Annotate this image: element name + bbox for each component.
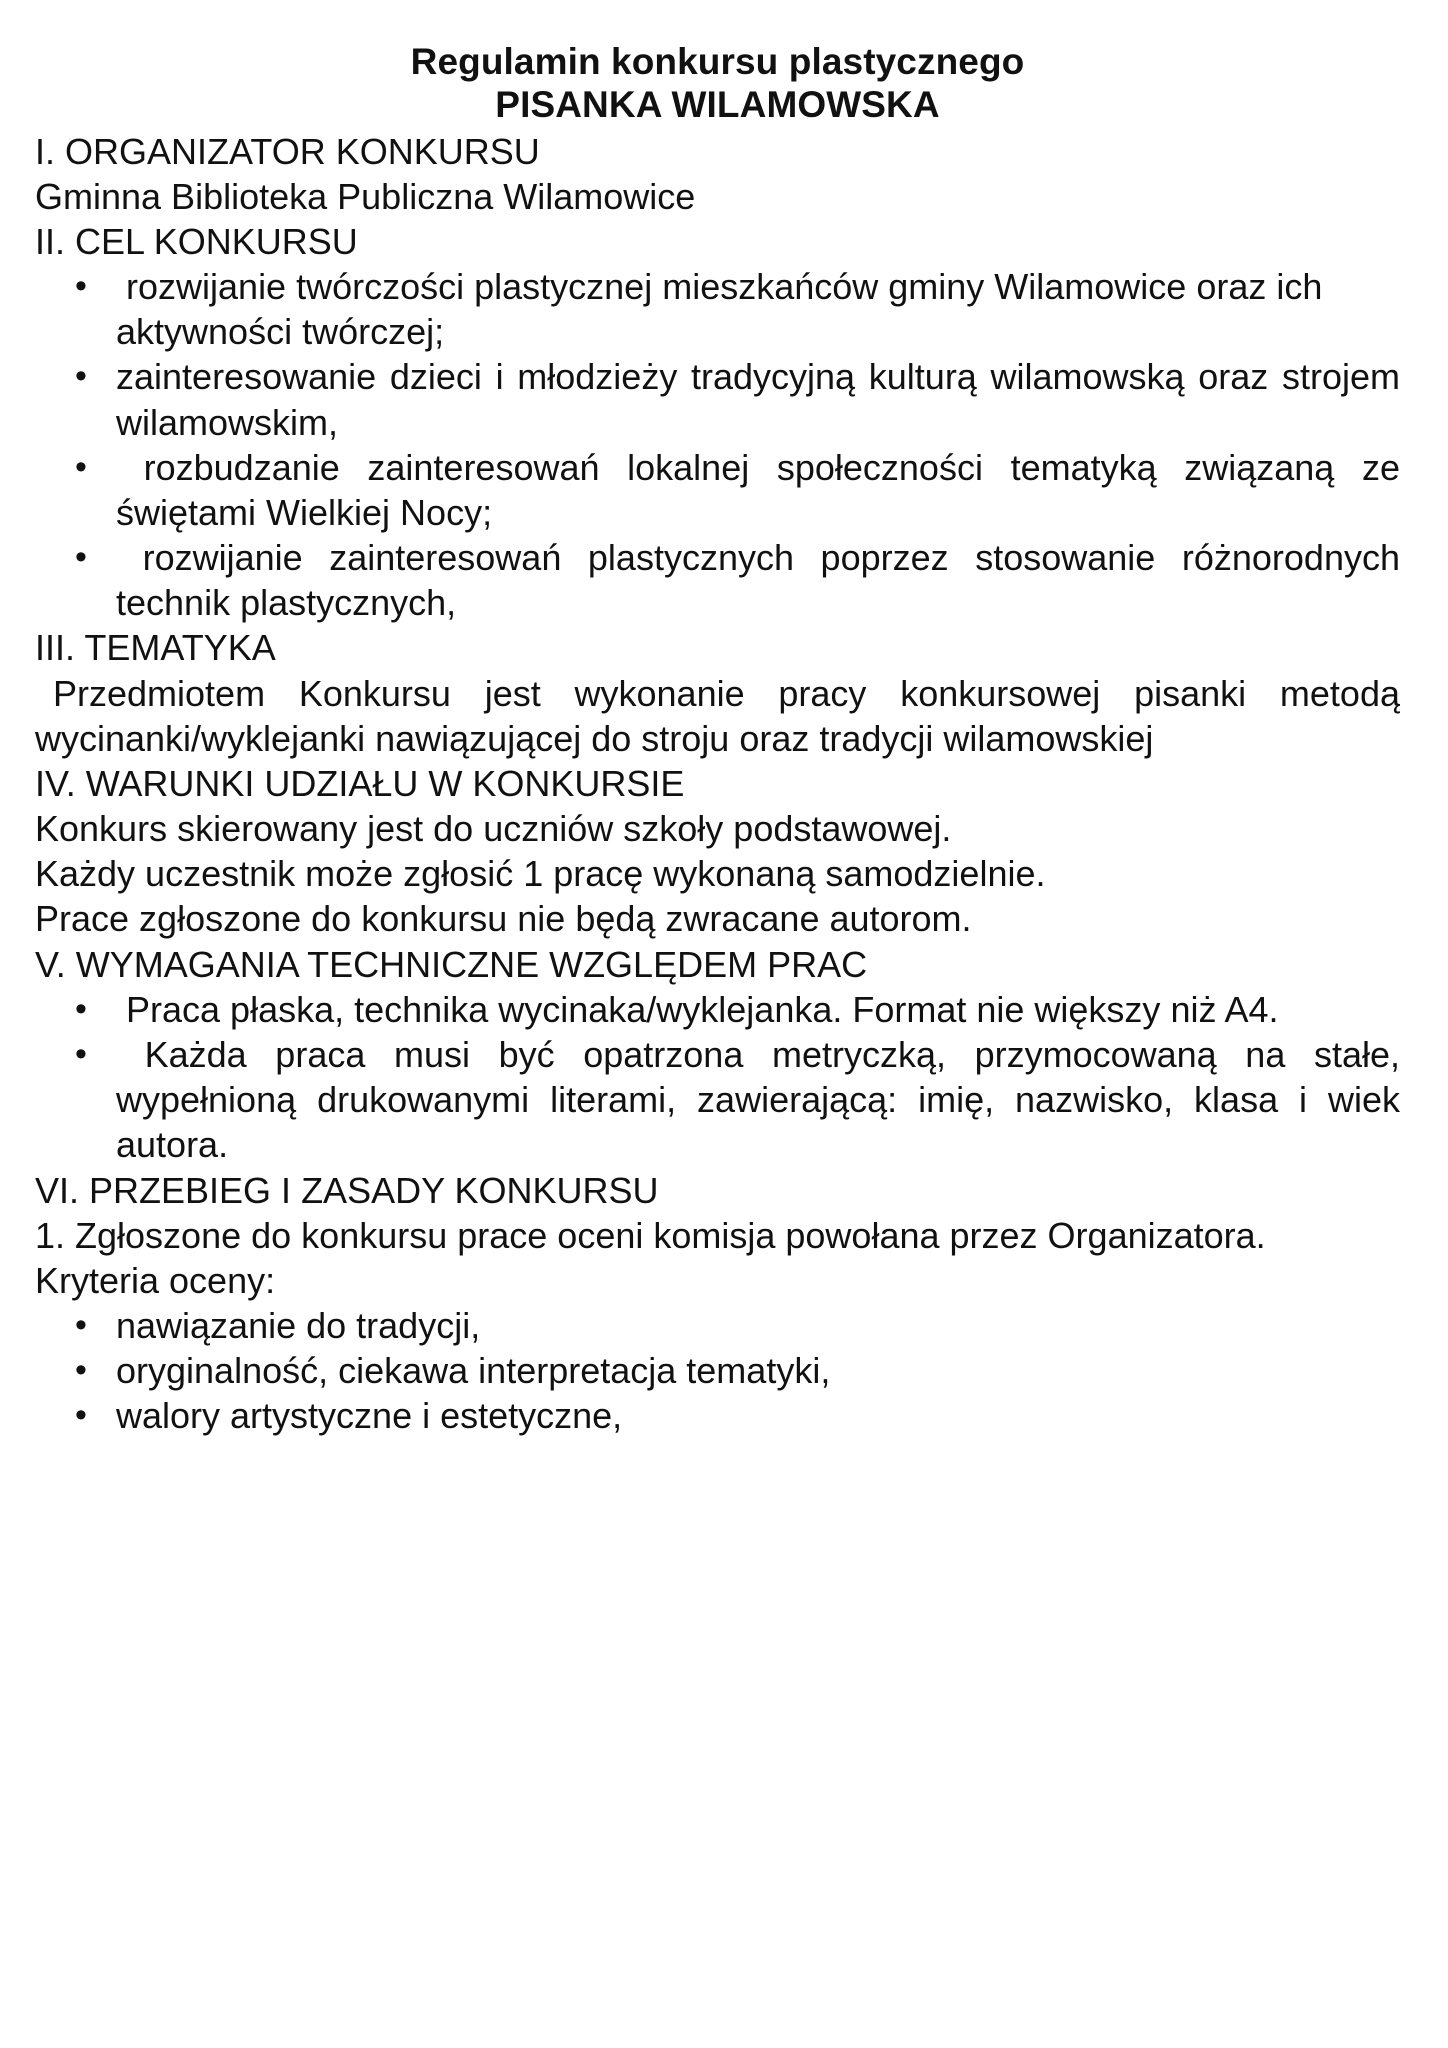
list-item [35,1032,1400,1168]
list-item-label: • rozbudzanie zainteresowań lokalnej społeczności tematyką związaną ze świętami Wielkiej Nocy; [116,446,1400,533]
section-heading-przebieg: VI. PRZEBIEG I ZASADY KONKURSU [35,1169,659,1211]
warunki-paragraph: Konkurs skierowany jest do uczniów szkoły podstawowej. [35,808,952,850]
section-heading-cel: II. CEL KONKURSU [35,220,358,262]
cel-bullet-list [35,264,1400,625]
list-item-label: • Praca płaska, technika wycinaka/wyklejanka. Format nie większy niż A4. [126,988,1279,1030]
list-item-label: • zainteresowanie dzieci i młodzieży tradycyjną kulturą wilamowską oraz strojem wilamowskim, [116,356,1400,443]
list-item [35,445,1400,535]
tematyka-body: Przedmiotem Konkursu jest wykonanie pracy konkursowej pisanki metodą wycinanki/wyklejanki nawiązującej do stroju oraz tradycji wilamowskiej [35,672,1400,759]
list-item-label: • rozwijanie twórczości plastycznej mieszkańców gminy Wilamowice oraz ich aktywności twórczej; [116,266,1323,353]
section-heading-organizator: I. ORGANIZATOR KONKURSU [35,130,540,172]
list-item [35,1393,1400,1438]
list-item [35,987,1400,1032]
wymagania-bullet-list [35,987,1400,1168]
list-item [35,1348,1400,1393]
list-item [35,264,1400,354]
document-subtitle: PISANKA WILAMOWSKA [495,84,940,126]
list-item-label: • Każda praca musi być opatrzona metryczką, przymocowaną na stałe, wypełnioną drukowanymi literami, zawierającą: imię, nazwisko, klasa i wiek autora. [116,1034,1400,1166]
section-heading-tematyka: III. TEMATYKA [35,627,276,669]
section-heading-wymagania: V. WYMAGANIA TECHNICZNE WZGLĘDEM PRAC [35,943,868,985]
warunki-paragraph: Każdy uczestnik może zgłosić 1 pracę wykonaną samodzielnie. [35,853,1046,895]
warunki-paragraph: Prace zgłoszone do konkursu nie będą zwracane autorom. [35,898,972,940]
list-item-label: • nawiązanie do tradycji, [116,1305,481,1347]
list-item [35,354,1400,444]
kryteria-bullet-list [35,1303,1400,1439]
list-item-label: • walory artystyczne i estetyczne, [116,1395,623,1437]
list-item-label: • oryginalność, ciekawa interpretacja tematyki, [116,1350,831,1392]
organizator-body: Gminna Biblioteka Publiczna Wilamowice [35,175,696,217]
list-item-label: • rozwijanie zainteresowań plastycznych poprzez stosowanie różnorodnych technik plastycznych, [116,537,1400,624]
list-item [35,535,1400,625]
document-title: Regulamin konkursu plastycznego [410,41,1025,82]
section-heading-warunki: IV. WARUNKI UDZIAŁU W KONKURSIE [35,762,685,804]
list-item [35,1303,1400,1348]
przebieg-item-1: 1. Zgłoszone do konkursu prace oceni komisja powołana przez Organizatora. [35,1214,1266,1256]
kryteria-oceny-label: Kryteria oceny: [35,1259,276,1301]
